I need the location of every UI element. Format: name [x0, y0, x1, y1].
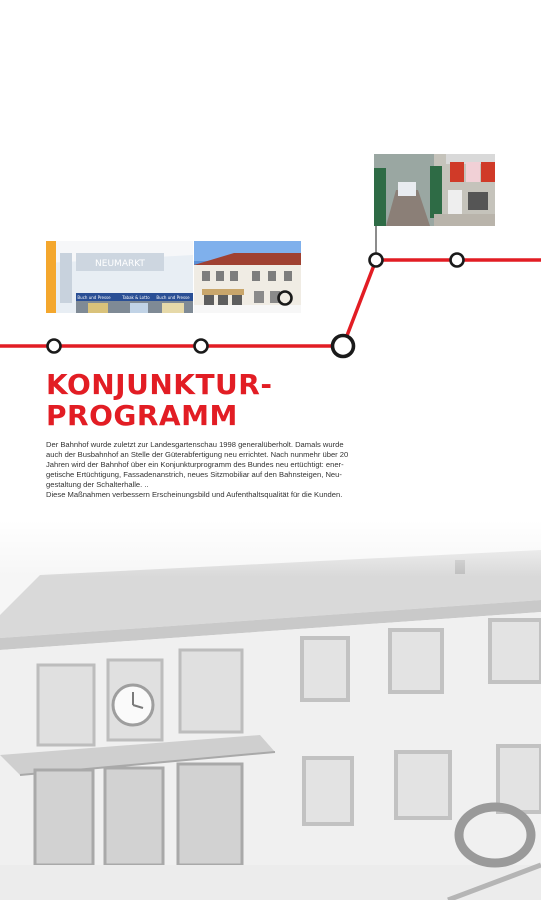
timeline-node-large — [333, 336, 354, 357]
timeline-node — [451, 254, 464, 267]
body-paragraph — [46, 440, 352, 501]
body-line: Diese Maßnahmen verbessern Erscheinungsbild und Aufenthaltsqualität für die Kunden. — [46, 490, 343, 500]
station-hall-photo — [374, 154, 495, 226]
shop-sign-text: NEUMARKT — [95, 259, 145, 269]
body-line: gestaltung der Schalterhalle. .. — [46, 480, 149, 490]
shop-interior-photo — [46, 241, 193, 313]
shop-panel-3: Buch und Presse — [156, 295, 190, 300]
body-line: Der Bahnhof wurde zuletzt zur Landesgartenschau 1998 generalüberholt. Damals wurde — [46, 440, 344, 449]
station-building-background — [0, 520, 541, 900]
heading-line-2: PROGRAMM — [46, 399, 238, 432]
body-line: Jahren wird der Bahnhof über ein Konjunkturprogramm des Bundes neu ertüchtigt: ener- — [46, 460, 344, 470]
shop-panel-1: Buch und Presse — [77, 295, 111, 300]
shop-panel-2: Tabak & Lotto — [122, 295, 150, 300]
body-line: getische Ertüchtigung, Fassadenanstrich, neues Sitzmobiliar auf den Bahnsteigen, Neu- — [46, 470, 342, 480]
heading-line-1: KONJUNKTUR- — [46, 368, 273, 401]
station-exterior-photo — [194, 241, 301, 313]
body-line: auch der Busbahnhof an Stelle der Güterabfertigung neu errichtet. Nach nunmehr über 20 — [46, 450, 349, 460]
timeline-node — [48, 340, 61, 353]
timeline-node — [195, 340, 208, 353]
section-heading — [46, 369, 272, 431]
timeline-node — [370, 254, 383, 267]
